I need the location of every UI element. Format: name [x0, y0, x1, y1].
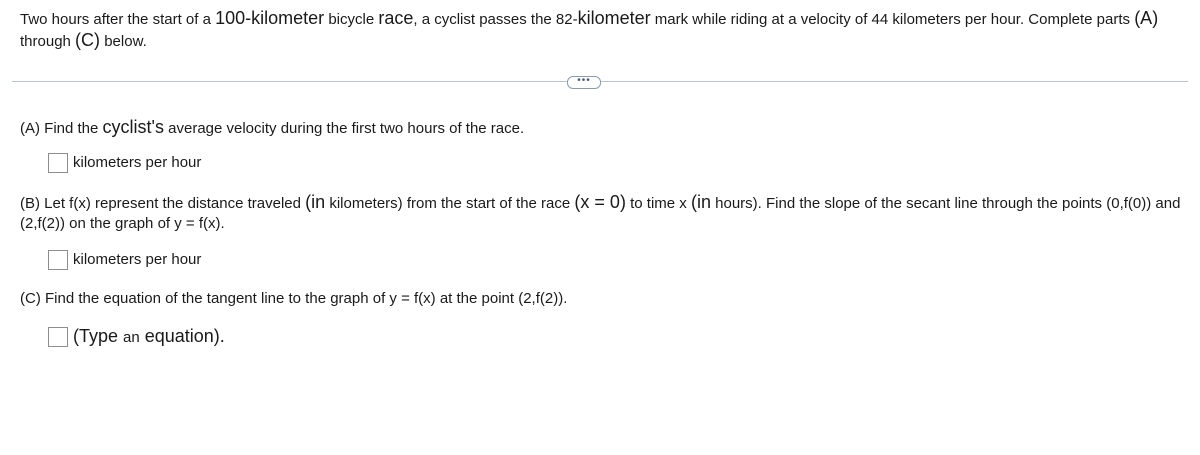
part-a-text-2: cyclist's: [102, 117, 164, 137]
intro-text-5: , a cyclist passes the 82-: [413, 11, 578, 28]
part-b-text-3: kilometers) from the start of the race: [325, 195, 575, 212]
problem-statement: [20, 8, 1185, 52]
part-a-answer-input[interactable]: [48, 153, 68, 173]
intro-text-8: (A): [1134, 8, 1159, 28]
part-c-answer-input[interactable]: [48, 327, 68, 347]
part-b-text-7: hours). Find the slope of the secant line through the points (0,f(0)) and (2,f(2)) on the graph of y = f(x).: [20, 195, 1181, 232]
intro-text-10: (C): [75, 30, 101, 50]
part-c-hint: [73, 325, 225, 349]
part-b-text-2: (in: [305, 192, 326, 212]
part-b-text-6: (in: [690, 192, 711, 212]
expand-more-button[interactable]: •••: [567, 76, 601, 89]
part-a-unit-label: kilometers per hour: [73, 154, 202, 171]
intro-text-9: through: [20, 33, 76, 50]
part-b-text-5: to time x: [625, 195, 691, 212]
part-b-answer-input[interactable]: [48, 250, 68, 270]
intro-text-1: Two hours after the start of a: [20, 11, 216, 28]
part-b-text-4: (x = 0): [574, 192, 626, 212]
part-c-question: (C) Find the equation of the tangent line to the graph of y = f(x) at the point (2,f(2)).: [20, 290, 568, 307]
part-a-text-3: average velocity during the first two hours of the race.: [163, 120, 525, 137]
part-c-hint-1: (Type: [73, 326, 124, 346]
part-c-hint-2: an: [123, 329, 140, 346]
part-c-hint-3: equation).: [139, 326, 225, 346]
intro-text-7: mark while riding at a velocity of 44 kilometers per hour. Complete parts: [650, 11, 1135, 28]
intro-text-4: race: [378, 8, 414, 28]
part-a-question: [20, 117, 1185, 139]
part-a-text-1: (A) Find the: [20, 120, 103, 137]
intro-text-6: kilometer: [577, 8, 651, 28]
part-b-question: [20, 192, 1185, 234]
intro-text-3: bicycle: [324, 11, 379, 28]
part-b-unit-label: kilometers per hour: [73, 251, 202, 268]
intro-text-11: below.: [100, 33, 147, 50]
part-b-text-1: (B) Let f(x) represent the distance traveled: [20, 195, 306, 212]
intro-text-2: 100-kilometer: [215, 8, 325, 28]
